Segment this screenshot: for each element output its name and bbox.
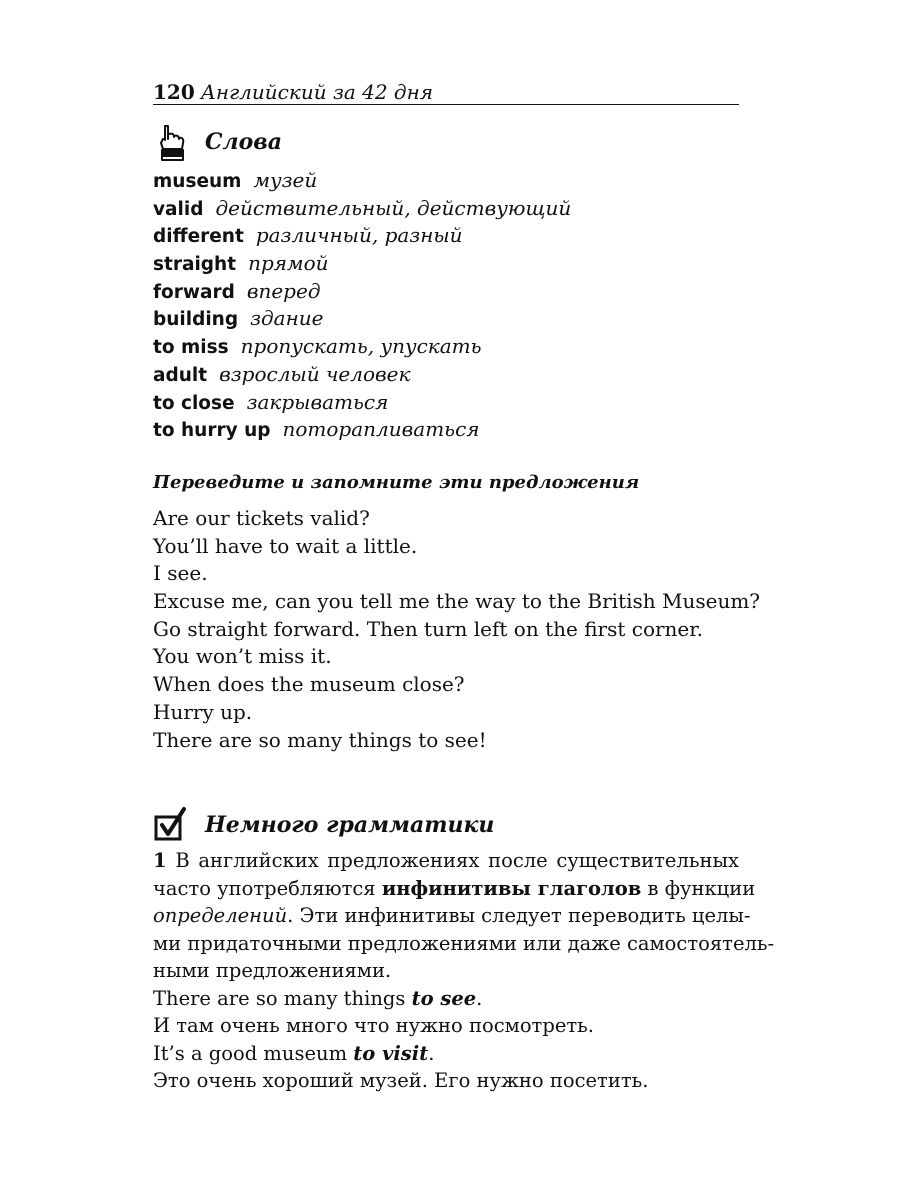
example-line: It’s a good museum to visit. [153,1041,435,1065]
grammar-heading [153,805,494,845]
vocab-ru: действительный, действующий [215,195,572,220]
vocab-en: adult [153,364,208,386]
example-infinitive: to see [411,986,477,1010]
vocab-en: building [153,309,239,331]
vocab-en: straight [153,254,237,276]
pointing-hand-icon [153,122,193,162]
vocab-item [153,416,739,444]
vocab-en: to hurry up [153,420,271,442]
vocab-ru: взрослый человек [219,361,411,386]
para-number: 1 [153,849,167,872]
grammar-title: Немного грамматики [205,812,495,838]
sentence: Hurry up. [153,699,253,724]
words-title: Слова [205,129,282,155]
vocab-item [153,195,739,223]
page-header [153,80,739,105]
vocab-en: museum [153,171,242,192]
vocab-ru: музей [253,168,318,192]
vocab-item [153,222,739,250]
vocab-ru: поторапливаться [282,417,480,442]
vocab-item [153,305,739,333]
example-line: И там очень много что нужно посмотреть. [153,1014,594,1037]
grammar-paragraph [153,847,775,1095]
words-heading [153,122,282,162]
example-line: There are so many things to see. [153,986,483,1010]
vocab-ru: пропускать, упускать [240,334,482,359]
vocab-item [153,167,739,195]
para-line: ми придаточными предложениями или даже самостоятель- [153,931,775,955]
term-definitions: определений [153,904,288,927]
sentence: There are so many things to see! [153,727,487,752]
sentence: You’ll have to wait a little. [153,533,418,558]
vocab-ru: здание [250,306,324,331]
vocab-item [153,333,739,361]
sentence: I see. [153,561,208,586]
vocab-item [153,389,739,417]
checkbox-tick-icon [153,805,193,845]
vocab-ru: вперед [246,278,321,303]
vocab-item [153,250,739,278]
sentence: When does the museum close? [153,672,465,697]
vocab-ru: различный, разный [255,223,463,248]
vocab-en: to close [153,392,235,414]
page-number: 120 [153,80,195,104]
example-infinitive: to visit [353,1041,429,1065]
sentence-list [153,505,761,754]
term-infinitives: инфинитивы глаголов [381,876,642,900]
vocab-item [153,361,739,389]
book-title: Английский за 42 дня [200,80,434,104]
vocab-ru: прямой [248,251,329,276]
para-line: часто употребляются инфинитивы глаголов в функции [153,876,756,900]
sentence: You won’t miss it. [153,644,332,669]
vocab-en: valid [153,198,204,220]
translate-heading: Переведите и запомните эти предложения [153,472,640,493]
vocab-en: different [153,226,244,248]
vocab-en: forward [153,281,235,303]
vocab-item [153,278,739,306]
sentence: Are our tickets valid? [153,506,370,530]
para-line: ными предложениями. [153,959,392,982]
example-line: Это очень хороший музей. Его нужно посетить. [153,1069,649,1092]
para-line: определений. Эти инфинитивы следует переводить целы- [153,904,751,927]
vocab-ru: закрываться [246,389,389,414]
vocabulary-list [153,167,739,444]
para-line: 1 В английских предложениях после существительных [153,849,739,872]
sentence: Go straight forward. Then turn left on the first corner. [153,616,703,641]
vocab-en: to miss [153,337,229,359]
sentence: Excuse me, can you tell me the way to the British Museum? [153,589,761,614]
